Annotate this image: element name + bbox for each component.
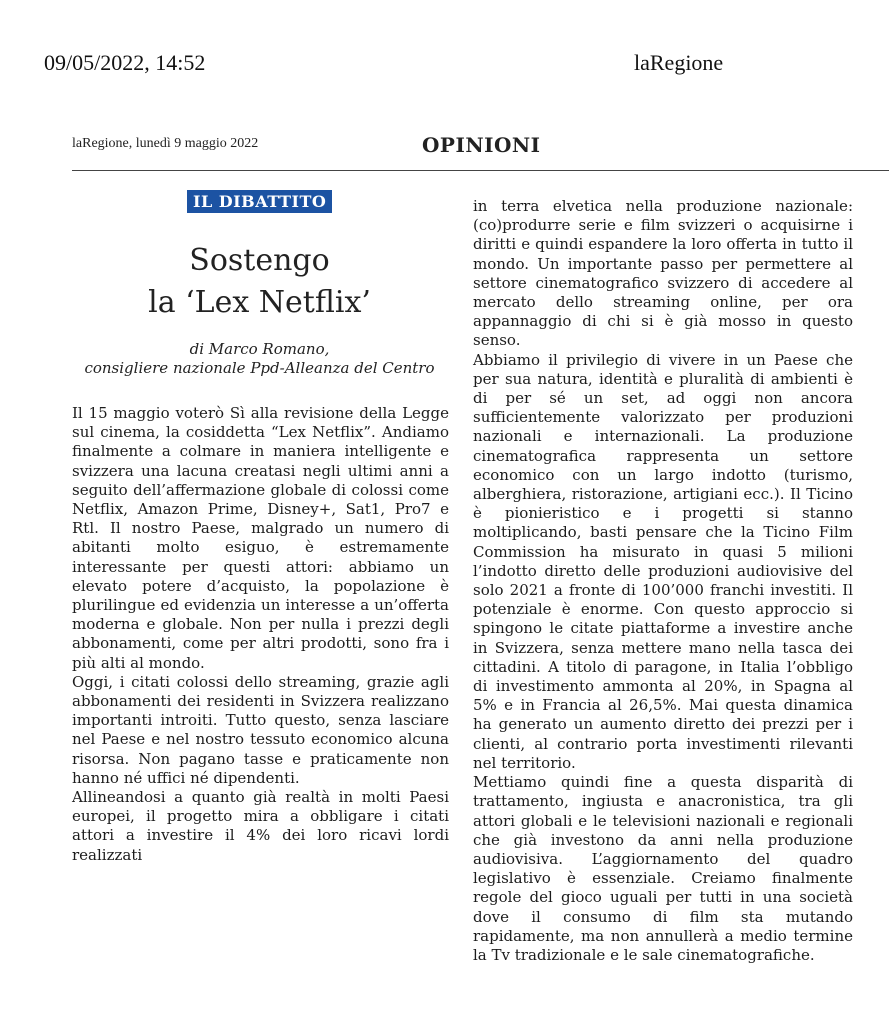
byline-role: consigliere nazionale Ppd-Alleanza del Centro: [84, 359, 435, 377]
section-title: OPINIONI: [422, 133, 541, 157]
article-paragraph: Il 15 maggio voterò Sì alla revisione della Legge sul cinema, la cosiddetta “Lex Netflix”. Andiamo finalmente a colmare in maniera intelligente e svizzera una lacuna creatasi negli ultimi anni a seguito dell’affermazione globale di colossi come Netflix, Amazon Prime, Disney+, Sat1, Pro7 e Rtl. Il nostro Paese, malgrado un numero di abitanti molto esiguo, è estremamente interessante per questi attori: abbiamo un elevato potere d’acquisto, la popolazione è plurilingue ed evidenzia un interesse a un’offerta moderna e globale. Non per nulla i prezzi degli abbonamenti, come per altri prodotti, sono fra i più alti al mondo.: [72, 404, 449, 672]
newspaper-dateline: laRegione, lunedì 9 maggio 2022: [72, 136, 259, 151]
article-paragraph: in terra elvetica nella produzione nazionale: (co)produrre serie e film svizzeri o acquisirne i diritti e quindi espandere la loro offerta in tutto il mondo. Un importante passo per permettere al settore cinematografico svizzero di accedere al mercato dello streaming online, per ora appannaggio di chi si è già mosso in questo senso.: [473, 197, 853, 350]
article-paragraph: Mettiamo quindi fine a questa disparità di trattamento, ingiusta e anacronistica, tra gli attori globali e le televisioni nazionali e regionali che già investono da anni nella produzione audiovisiva. L’aggiornamento del quadro legislativo è essenziale. Creiamo finalmente regole del gioco uguali per tutti in una società dove il consumo di film sta mutando rapidamente, ma non annullerà a medio termine la Tv tradizionale e le sale cinematografiche.: [473, 773, 853, 964]
print-header: [44, 50, 889, 80]
newspaper-header: [72, 133, 889, 173]
print-datetime: 09/05/2022, 14:52: [44, 50, 206, 75]
article-headline: [72, 240, 447, 324]
header-divider: [72, 170, 889, 171]
headline-line-2: la ‘Lex Netflix’: [148, 285, 371, 320]
print-site-name: laRegione: [634, 50, 724, 75]
byline-author: di Marco Romano,: [189, 340, 330, 358]
category-badge: IL DIBATTITO: [187, 190, 332, 213]
article-paragraph: Abbiamo il privilegio di vivere in un Paese che per sua natura, identità e pluralità di ambienti è di per sé un set, ad oggi non ancora sufficientemente valorizzato per produzioni nazionali e internazionali. La produzione cinematografica rappresenta un settore economico con un largo indotto (turismo, alberghiera, ristorazione, artigiani ecc.). Il Ticino è pionieristico e i progetti si stanno moltiplicando, basti pensare che la Ticino Film Commission ha misurato in quasi 5 milioni l’indotto diretto delle produzioni audiovisive del solo 2021 a fronte di 100’000 franchi investiti. Il potenziale è enorme. Con questo approccio si spingono le citate piattaforme a investire anche in Svizzera, senza mettere mano nella tasca dei cittadini. A titolo di paragone, in Italia l’obbligo di investimento ammonta al 20%, in Spagna al 5% e in Francia al 26,5%. Mai questa dinamica ha generato un aumento diretto dei prezzi per i clienti, al contrario porta investimenti rilevanti nel territorio.: [473, 350, 853, 772]
article-column-right: [473, 197, 853, 965]
article-byline: [72, 340, 447, 378]
headline-line-1: Sostengo: [189, 243, 330, 278]
article-paragraph: Oggi, i citati colossi dello streaming, grazie agli abbonamenti dei residenti in Svizzera realizzano importanti introiti. Tutto questo, senza lasciare nel Paese e nel nostro tessuto economico alcuna risorsa. Non pagano tasse e praticamente non hanno né uffici né dipendenti.: [72, 672, 449, 787]
article-column-left: [72, 404, 449, 865]
article-paragraph: Allineandosi a quanto già realtà in molti Paesi europei, il progetto mira a obbligare i citati attori a investire il 4% dei loro ricavi lordi realizzati: [72, 788, 449, 864]
